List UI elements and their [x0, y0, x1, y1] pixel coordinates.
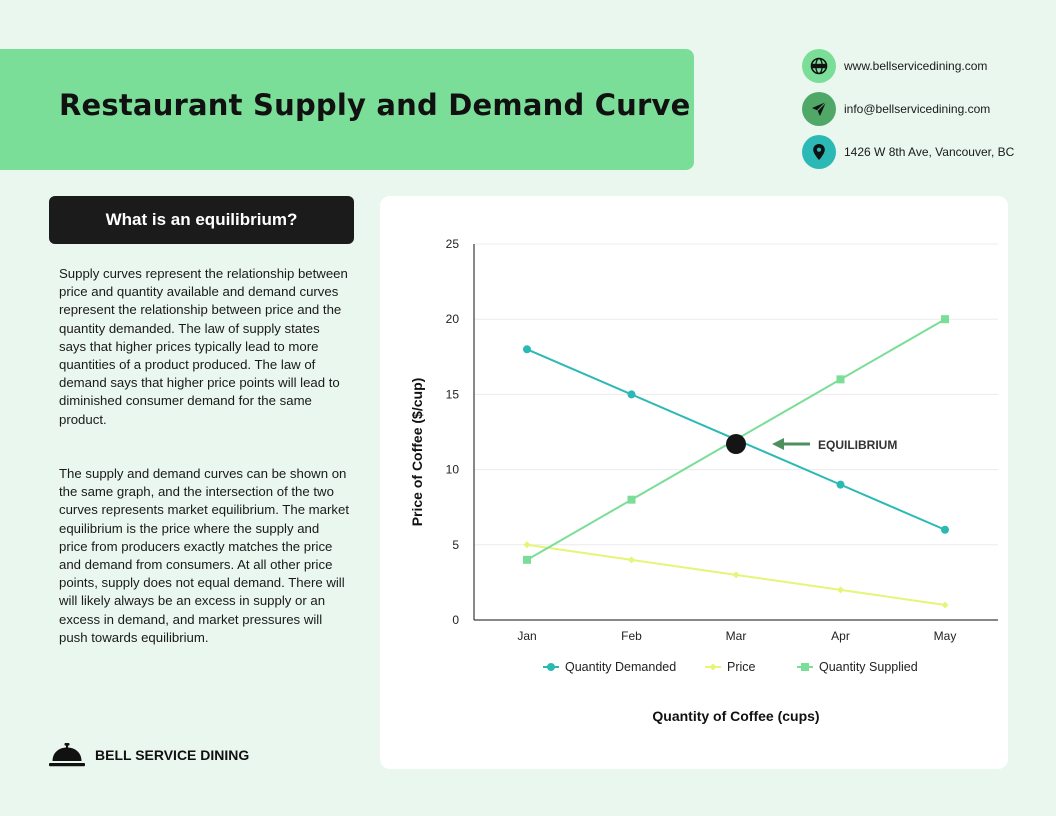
equilibrium-paragraph: The supply and demand curves can be shown on the same graph, and the intersection of the two curves represents market equilibrium. The market equilibrium is the price where the supply and price from producers exactly matches the price and demand from consumers. At all other price points, supply does not equal demand. There will will likely always be an excess in supply or an excess in demand, and market pressures will push towards equilibrium.: [59, 466, 349, 645]
y-tick-label: 20: [445, 312, 459, 327]
equilibrium-heading-box: [49, 196, 354, 244]
data-point: [837, 586, 844, 593]
contact-website[interactable]: [802, 49, 987, 83]
x-tick-label: Mar: [725, 629, 747, 643]
y-tick-label: 15: [445, 387, 459, 402]
data-point: [941, 526, 949, 534]
legend-item: [705, 660, 756, 674]
y-tick-label: 10: [445, 462, 459, 477]
x-axis-title: Quantity of Coffee (cups): [652, 708, 820, 724]
equilibrium-heading: What is an equilibrium?: [105, 210, 298, 229]
data-point: [628, 496, 636, 504]
supply-demand-paragraph: Supply curves represent the relationship between price and quantity available and demand curves represent the relationship between price and the quantity demanded. The law of supply states says that higher prices typically lead to more quantities of a product produced. The law of demand says that higher price points will lead to diminished consumer demand for the same product.: [59, 266, 348, 427]
data-point: [524, 541, 531, 548]
legend-label: Price: [727, 660, 756, 674]
x-tick-label: May: [933, 629, 957, 643]
equilibrium-marker: [726, 434, 746, 454]
service-bell-icon: [49, 742, 85, 768]
contact-address[interactable]: [802, 135, 1014, 169]
paper-plane-icon: [802, 92, 836, 126]
equilibrium-label: EQUILIBRIUM: [818, 438, 898, 453]
supply-demand-chart: [380, 196, 1008, 769]
x-tick-label: Apr: [831, 629, 850, 643]
chart-card: [380, 196, 1008, 769]
y-tick-label: 5: [452, 537, 459, 552]
equilibrium-arrow: [772, 438, 810, 450]
x-tick-label: Jan: [517, 629, 537, 643]
legend-label: Quantity Supplied: [819, 660, 918, 674]
series-price: [524, 541, 949, 608]
contact-email[interactable]: [802, 92, 990, 126]
address-text: 1426 W 8th Ave, Vancouver, BC: [844, 145, 1015, 159]
location-pin-icon: [802, 135, 836, 169]
data-point: [837, 375, 845, 383]
data-point: [733, 571, 740, 578]
email-text: info@bellservicedining.com: [844, 102, 991, 116]
legend-item: [543, 660, 676, 674]
data-point: [523, 556, 531, 564]
page-title: Restaurant Supply and Demand Curve: [59, 88, 691, 122]
legend-item: [797, 660, 918, 674]
globe-icon: [802, 49, 836, 83]
y-tick-label: 0: [452, 613, 459, 627]
data-point: [523, 345, 531, 353]
y-axis-title: Price of Coffee ($/cup): [409, 377, 425, 527]
website-text: www.bellservicedining.com: [844, 59, 988, 73]
brand-name: BELL SERVICE DINING: [95, 747, 250, 763]
legend-label: Quantity Demanded: [565, 660, 677, 674]
data-point: [837, 481, 845, 489]
brand-logo: [49, 742, 249, 768]
data-point: [628, 390, 636, 398]
x-tick-label: Feb: [621, 629, 642, 643]
data-point: [942, 601, 949, 608]
data-point: [941, 315, 949, 323]
data-point: [628, 556, 635, 563]
y-tick-label: 25: [445, 237, 459, 251]
